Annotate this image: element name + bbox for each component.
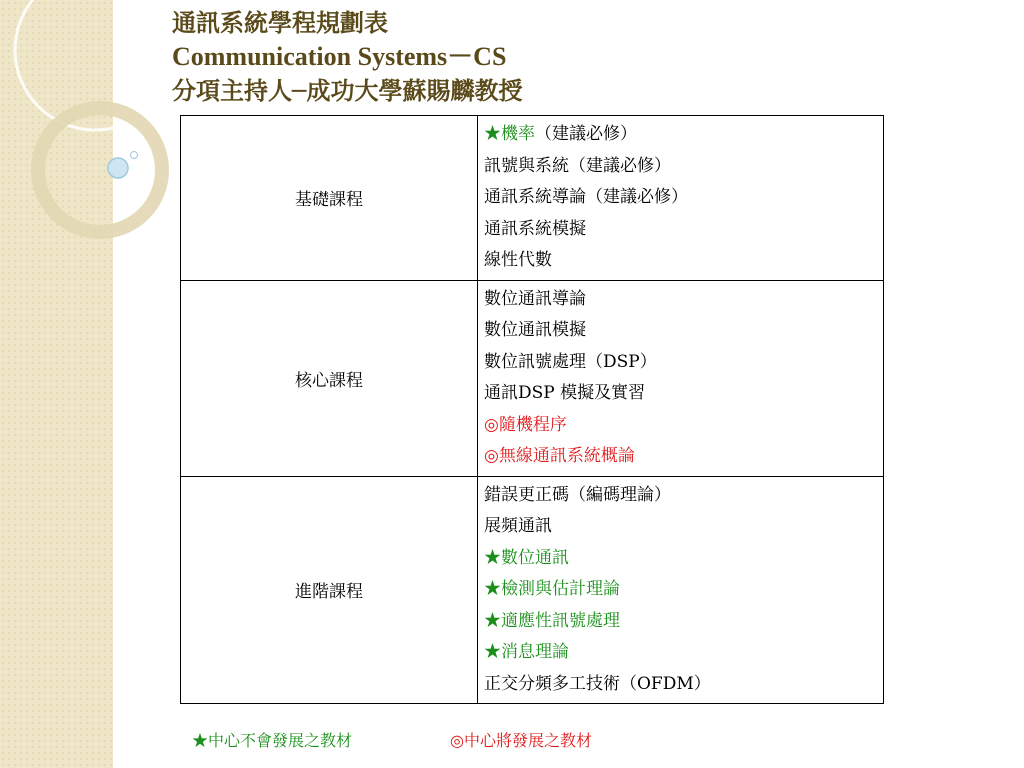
course-name: 展頻通訊 [484, 516, 552, 536]
course-item [484, 119, 883, 151]
course-name: 數位通訊模擬 [484, 320, 586, 340]
course-item [484, 669, 883, 701]
table-row [181, 280, 884, 476]
table-row [181, 116, 884, 281]
course-item [484, 574, 883, 606]
course-item [484, 511, 883, 543]
category-cell: 進階課程 [181, 476, 478, 704]
title-english: Communication Systems－CS [172, 42, 507, 71]
courses-cell [478, 476, 884, 704]
course-item [484, 315, 883, 347]
deco-ring-thick [38, 108, 162, 232]
course-name: 通訊DSP 模擬及實習 [484, 383, 646, 403]
course-name: ★檢測與估計理論 [484, 579, 620, 599]
course-name: ★機率 [484, 124, 535, 144]
title-chinese: 通訊系統學程規劃表 [172, 8, 388, 37]
deco-bubble-small [131, 152, 138, 159]
course-name: ★適應性訊號處理 [484, 610, 620, 631]
legend-circle: ◎中心將發展之教材 [450, 731, 592, 750]
course-name: 通訊系統導論（建議必修） [484, 187, 688, 207]
category-cell: 核心課程 [181, 280, 478, 476]
courses-cell [478, 280, 884, 476]
course-item [484, 637, 883, 669]
category-cell: 基礎課程 [181, 116, 478, 281]
course-name: 數位通訊導論 [484, 288, 586, 309]
course-name: 訊號與系統（建議必修） [484, 155, 671, 176]
course-name: 正交分頻多工技術（OFDM） [484, 673, 711, 694]
title-host: 分項主持人─成功大學蘇賜麟教授 [172, 76, 523, 105]
course-name: ★數位通訊 [484, 547, 569, 568]
curriculum-table [180, 115, 884, 704]
course-item [484, 480, 883, 512]
course-item [484, 347, 883, 379]
course-name: ◎無線通訊系統概論 [484, 446, 635, 466]
course-item [484, 378, 883, 410]
course-name: 線性代數 [484, 250, 552, 270]
course-item [484, 182, 883, 214]
courses-cell [478, 116, 884, 281]
deco-bubble [108, 158, 128, 178]
slide-title [172, 6, 872, 108]
course-item [484, 606, 883, 638]
decorative-circles [0, 0, 190, 270]
course-name: ◎隨機程序 [484, 414, 567, 435]
course-name: 數位訊號處理（DSP） [484, 351, 657, 372]
course-name: ★消息理論 [484, 642, 569, 662]
course-item [484, 245, 883, 277]
course-item [484, 441, 883, 473]
legend-star: ★中心不會發展之教材 [192, 731, 353, 750]
course-item [484, 284, 883, 316]
course-item [484, 214, 883, 246]
course-item [484, 543, 883, 575]
course-name: 錯誤更正碼（編碼理論） [484, 484, 671, 505]
course-name: 通訊系統模擬 [484, 218, 586, 239]
course-item [484, 151, 883, 183]
course-note: （建議必修） [535, 124, 637, 144]
table-row [181, 476, 884, 704]
course-item [484, 410, 883, 442]
